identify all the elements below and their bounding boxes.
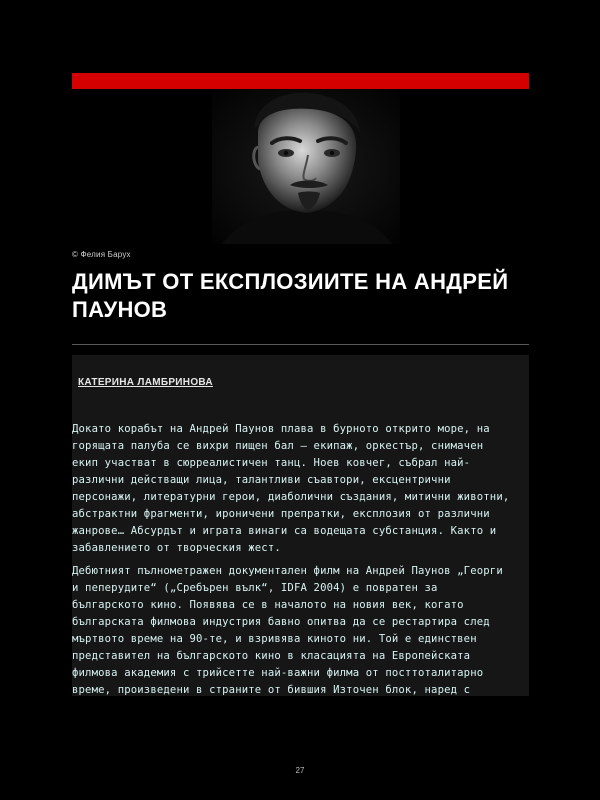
author-portrait-photo bbox=[212, 89, 400, 244]
author-link[interactable]: КАТЕРИНА ЛАМБРИНОВА bbox=[78, 377, 213, 388]
article-paragraph: Дебютният пълнометражен документален филм на Андрей Паунов „Георги и пеперудите“ („Сребърен вълк“, IDFA 2004) е повратен за българското кино. Появява се в началото на новия век, когато българската филмова индустрия бавно опитва да се рестартира след мъртвото време на 90-те, и взривява киното ни. Той е единствен представител на българското кино в класацията на Европейската филмова академия с трийсетте най-важни филма от посттоталитарно време, произведени в страните от бившия Източен блок, наред с bbox=[72, 565, 503, 696]
article-paragraph: Докато корабът на Андрей Паунов плава в бурното открито море, на горящата палуба се вихри пищен бал – екипаж, оркестър, снимачен екип участват в сюрреалистичен танц. Ноев ковчег, събрал най-различни действащи лица, талантливи съавтори, ексцентрични персонажи, литературни герои, диаболични създания, митични животни, абстрактни фрагменти, ироничени препратки, експлозия от различни жанрове… Абсурдът и играта винаги са водещата субстанция. Както и забавлението от творческия жест. bbox=[72, 423, 510, 554]
photo-credit: © Фелия Барух bbox=[72, 250, 131, 259]
title-divider bbox=[72, 344, 529, 345]
article-body-box bbox=[72, 355, 529, 696]
article-title: ДИМЪТ ОТ ЕКСПЛОЗИИТЕ НА АНДРЕЙ ПАУНОВ bbox=[72, 269, 509, 322]
page-number: 27 bbox=[295, 766, 305, 775]
header-accent-bar bbox=[72, 73, 529, 89]
